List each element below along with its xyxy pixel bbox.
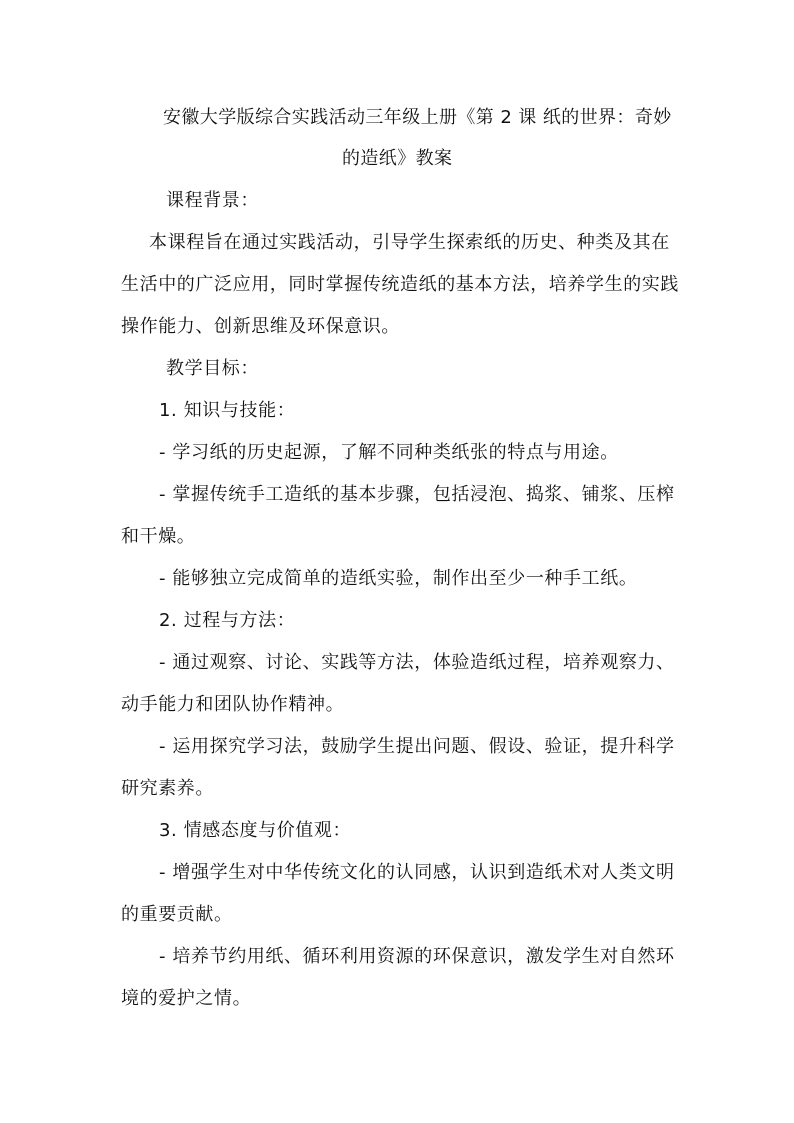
list-item: - 运用探究学习法，鼓励学生提出问题、假设、验证，提升科学 xyxy=(159,736,675,757)
background-paragraph-line: 操作能力、创新思维及环保意识。 xyxy=(121,316,400,337)
goals-heading: 教学目标： xyxy=(166,358,259,379)
list-item-continuation: 和干燥。 xyxy=(121,526,196,547)
list-item: - 增强学生对中华传统文化的认同感，认识到造纸术对人类文明 xyxy=(159,862,675,883)
list-item-continuation: 的重要贡献。 xyxy=(121,904,233,925)
list-item-continuation: 动手能力和团队协作精神。 xyxy=(121,694,345,715)
list-item-continuation: 境的爱护之情。 xyxy=(121,988,252,1009)
background-paragraph-line: 本课程旨在通过实践活动，引导学生探索纸的历史、种类及其在 xyxy=(149,232,670,253)
background-heading: 课程背景： xyxy=(166,190,259,211)
section-heading-values: 3. 情感态度与价值观： xyxy=(159,820,352,841)
list-item: - 通过观察、讨论、实践等方法，体验造纸过程，培养观察力、 xyxy=(159,652,675,673)
list-item: - 掌握传统手工造纸的基本步骤，包括浸泡、捣浆、铺浆、压榨 xyxy=(159,484,675,505)
background-paragraph-line: 生活中的广泛应用，同时掌握传统造纸的基本方法，培养学生的实践 xyxy=(121,274,679,295)
section-heading-process: 2. 过程与方法： xyxy=(159,610,296,631)
list-item: - 培养节约用纸、循环利用资源的环保意识，激发学生对自然环 xyxy=(159,946,675,967)
section-heading-knowledge: 1. 知识与技能： xyxy=(159,400,296,421)
list-item-continuation: 研究素养。 xyxy=(121,778,214,799)
document-title-line-2: 的造纸》教案 xyxy=(342,148,453,169)
document-title-line-1: 安徽大学版综合实践活动三年级上册《第 2 课 纸的世界：奇妙 xyxy=(163,107,672,128)
list-item: - 能够独立完成简单的造纸实验，制作出至少一种手工纸。 xyxy=(159,568,638,589)
list-item: - 学习纸的历史起源，了解不同种类纸张的特点与用途。 xyxy=(159,442,619,463)
